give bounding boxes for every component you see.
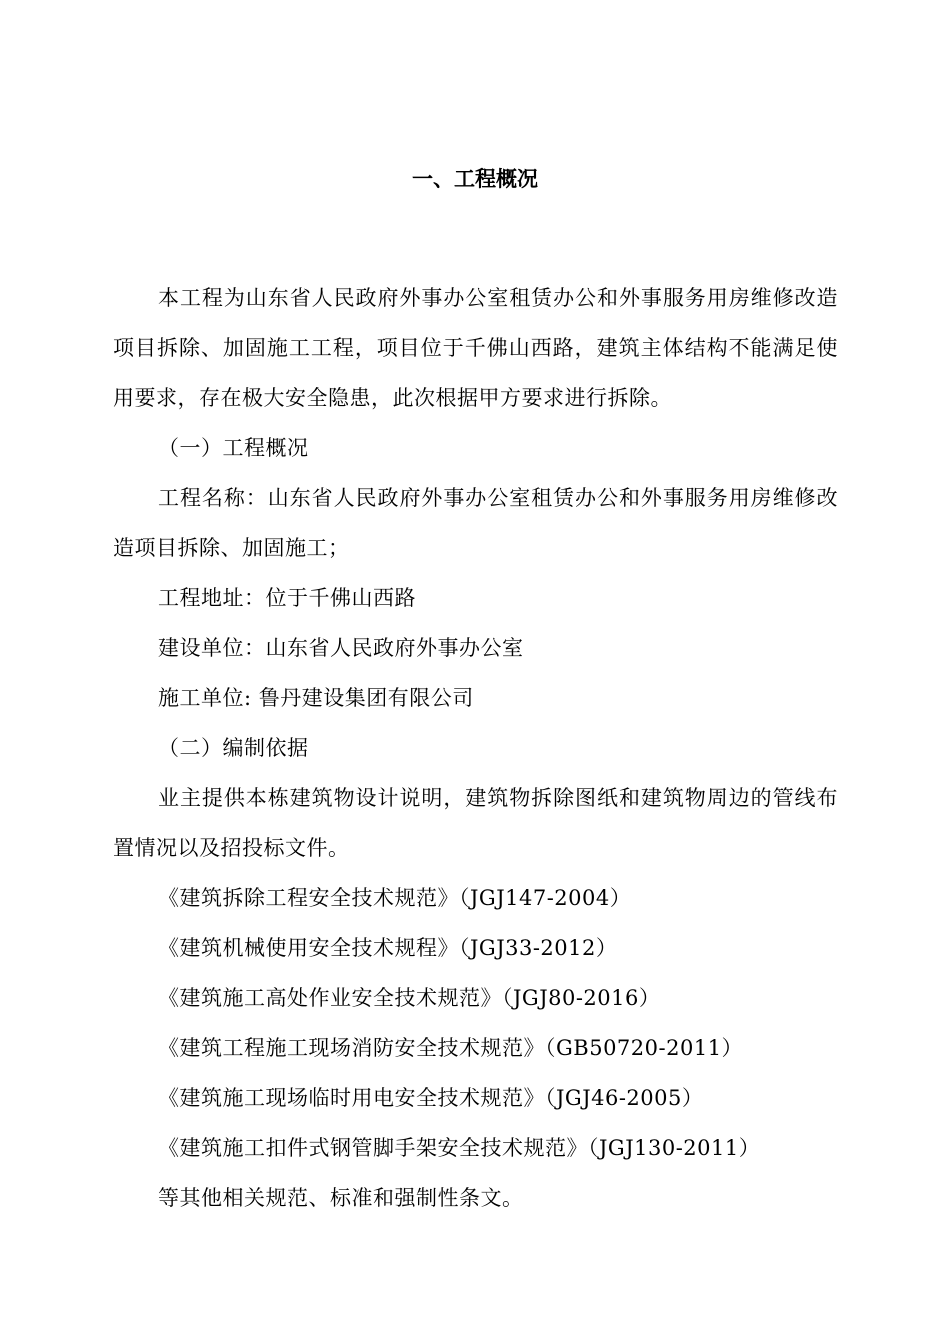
project-address-line: 工程地址：位于千佛山西路	[158, 586, 416, 610]
standard-item: 《建筑施工高处作业安全技术规范》（JGJ80-2016）	[158, 986, 661, 1010]
body-text	[113, 273, 838, 1223]
section-title: 一、工程概况	[412, 167, 538, 191]
standard-item: 《建筑施工现场临时用电安全技术规范》（JGJ46-2005）	[158, 1086, 704, 1110]
owner-line: 建设单位：山东省人民政府外事办公室	[158, 636, 524, 660]
contractor-line: 施工单位: 鲁丹建设集团有限公司	[158, 686, 474, 710]
subsection-heading-basis: （二）编制依据	[158, 736, 309, 760]
intro-paragraph: 本工程为山东省人民政府外事办公室租赁办公和外事服务用房维修改造项目拆除、加固施工工程，项目位于千佛山西路，建筑主体结构不能满足使用要求，存在极大安全隐患，此次根据甲方要求进行拆除。	[113, 286, 838, 410]
project-name-line: 工程名称：山东省人民政府外事办公室租赁办公和外事服务用房维修改造项目拆除、加固施工；	[113, 486, 838, 560]
subsection-heading-overview: （一）工程概况	[158, 436, 309, 460]
standard-item: 《建筑机械使用安全技术规程》（JGJ33-2012）	[158, 936, 618, 960]
standard-item: 《建筑拆除工程安全技术规范》（JGJ147-2004）	[158, 886, 632, 910]
closing-line: 等其他相关规范、标准和强制性条文。	[158, 1186, 524, 1210]
standard-item: 《建筑工程施工现场消防安全技术规范》（GB50720-2011）	[158, 1036, 744, 1060]
standard-item: 《建筑施工扣件式钢管脚手架安全技术规范》（JGJ130-2011）	[158, 1136, 761, 1160]
basis-paragraph: 业主提供本栋建筑物设计说明，建筑物拆除图纸和建筑物周边的管线布置情况以及招投标文件。	[113, 786, 838, 860]
